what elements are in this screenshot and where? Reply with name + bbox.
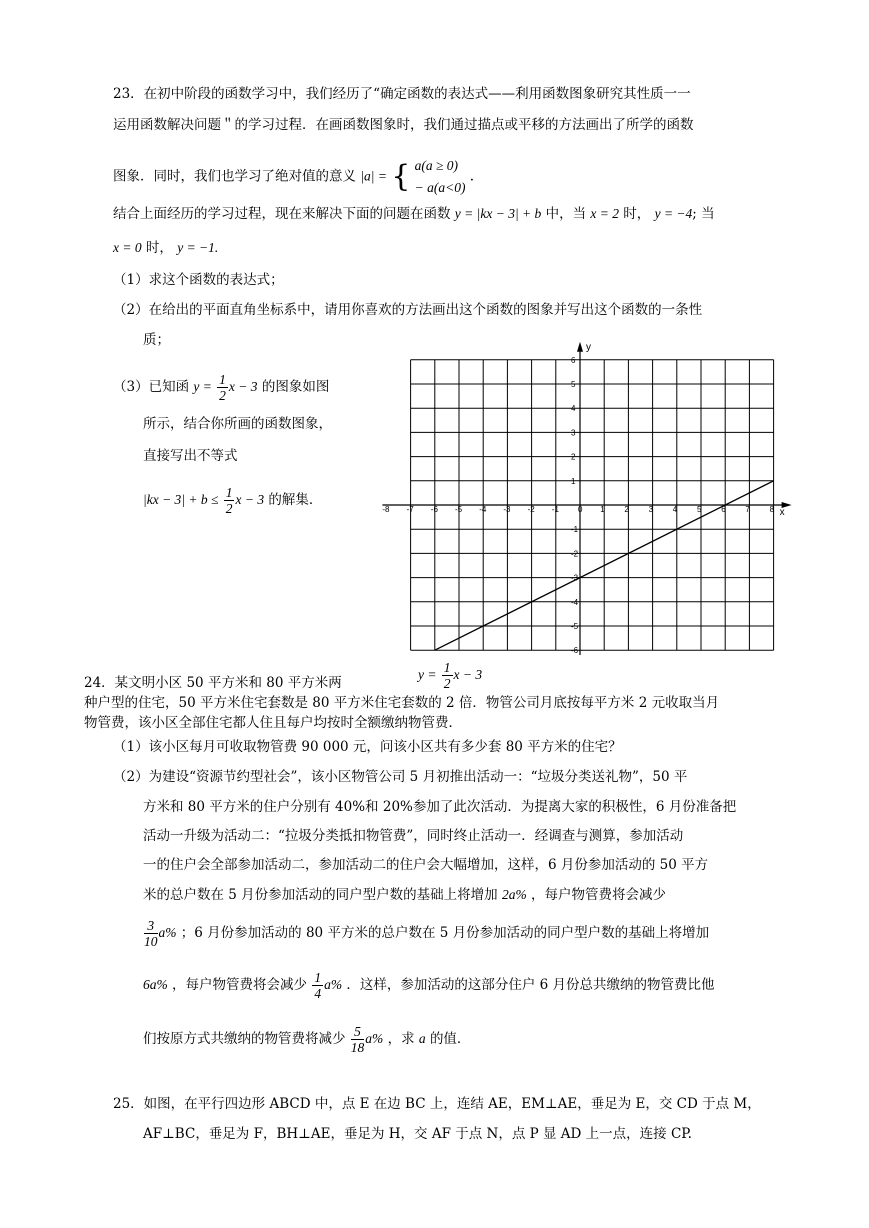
half-fraction-3: $\frac{1}{2}$ <box>443 660 451 691</box>
abs-brace: { <box>391 159 411 194</box>
q23-line2: 运用函数解决问题＂的学习过程．在画函数图象时，我们通过描点或平移的方法画出了所学的函数 <box>113 117 694 133</box>
y-tick-label: -1 <box>571 525 579 535</box>
q23-x-eq-2: x = 2 <box>590 206 619 221</box>
q23-function: y = |kx − 3| + b <box>454 206 542 221</box>
q23-y-eq-neg4: y = −4 <box>654 206 693 221</box>
five-eighteenths-fraction: $\frac{5}{18}$ <box>350 1024 365 1055</box>
x-tick-label: 3 <box>648 505 654 514</box>
q24-part2-l2: 方米和 80 平方米的住户分别有 40%和 20%参加了此次活动．为提离大家的积极性，6 月份准备把 <box>143 799 737 815</box>
q23-x-eq-0: x = 0 <box>113 240 142 255</box>
y-tick-label: -6 <box>571 646 579 655</box>
x-tick-label: -6 <box>430 505 438 514</box>
x-tick-label: -8 <box>382 505 390 514</box>
y-tick-label: -3 <box>571 573 579 583</box>
x-tick-label: 0 <box>578 505 583 514</box>
x-minus-3: x − 3 <box>228 379 258 394</box>
abs-case2: − a(a<0) <box>414 180 466 195</box>
x-tick-label: 4 <box>672 505 678 514</box>
y-tick-label: 4 <box>571 404 576 414</box>
q24-l7-post: ．这样，参加活动的这部分住户 6 月份总共缴纳的物管费比他 <box>346 977 715 993</box>
half-fraction-2: $\frac{1}{2}$ <box>225 485 233 516</box>
q24-part2-l5 <box>143 885 666 905</box>
y-tick-label: 2 <box>571 452 576 462</box>
q23-line4-end: ; 当 <box>692 206 715 222</box>
q24-part2-l7 <box>143 970 715 1001</box>
q24-line1: 24．某文明小区 50 平方米和 80 平方米两 <box>84 675 342 691</box>
x-tick-label: -7 <box>406 505 414 514</box>
q23-line5-mid: 时， <box>145 240 173 256</box>
q24-var-a: a <box>418 1031 426 1046</box>
q23-line3-text: 图象．同时，我们也学习了绝对值的意义 <box>113 168 356 185</box>
x-minus-3-3: x − 3 <box>453 667 483 682</box>
q24-2a-pct: 2a% <box>501 887 527 902</box>
q24-l8-post: ，求 <box>387 1031 415 1047</box>
x-tick-label: -1 <box>551 505 559 514</box>
a-pct-3: a% <box>365 1031 384 1046</box>
q24-l7-mid: ，每户物管费将会减少 <box>172 977 308 993</box>
y-tick-label: -4 <box>571 597 579 607</box>
y-tick-label: 3 <box>571 428 576 438</box>
q23-part3d <box>143 485 322 516</box>
y-tick-label: 1 <box>571 476 576 486</box>
q23-part2a: （2）在给出的平面直角坐标系中，请用你喜欢的方法画出这个函数的图象并写出这个函数的一条性 <box>113 302 703 318</box>
q24-6a-pct: 6a% <box>143 977 168 992</box>
q24-part2-l4: 一的住户会全部参加活动二，参加活动二的住户会大幅增加，这样，6 月份参加活动的 50 平方 <box>143 857 709 873</box>
x-tick-label: -2 <box>527 505 535 514</box>
q23-part3a <box>113 372 329 403</box>
q24-part1: （1）该小区每月可收取物管费 90 000 元，问该小区共有多少套 80 平方米的住宅？ <box>113 739 622 755</box>
x-tick-label: -4 <box>479 505 487 514</box>
q23-part3d-post: 的解集． <box>268 492 323 508</box>
x-tick-label: 2 <box>624 505 629 514</box>
x-tick-label: 1 <box>600 505 605 514</box>
abs-a-expr: |a| = <box>360 168 387 184</box>
q23-part3a-text: （3）已知函 <box>113 379 190 395</box>
quarter-fraction: $\frac{1}{4}$ <box>314 970 322 1001</box>
q24-l6-post: ；6 月份参加活动的 80 平方米的总户数在 5 月份参加活动的同户型户数的基础上将增加 <box>180 925 710 941</box>
x-tick-label: 6 <box>721 505 726 514</box>
x-tick-label: 7 <box>745 505 750 514</box>
q25-line2: AF⊥BC，垂足为 F，BH⊥AE，垂足为 H，交 AF 于点 N，点 P 显 AD 上一点，连接 CP. <box>143 1126 692 1142</box>
x-tick-label: 8 <box>769 505 775 514</box>
a-pct-1: a% <box>158 925 177 940</box>
abs-case1: a(a ≥ 0) <box>414 158 459 173</box>
q23-part2b: 质； <box>143 332 170 348</box>
x-axis-label: x <box>779 507 785 518</box>
graph-caption-y: y = <box>418 667 437 682</box>
q24-l5-pre: 米的总户数在 5 月份参加活动的同户型户数的基础上将增加 <box>143 887 498 903</box>
q23-part3c: 直接写出不等式 <box>143 448 238 464</box>
half-fraction: $\frac{1}{2}$ <box>219 372 226 403</box>
y-axis-arrow <box>577 342 583 352</box>
q24-line2: 种户型的住宅，50 平方米住宅套数是 80 平方米住宅套数的 2 倍．物管公司月底按每平方米 2 元收取当月 <box>84 695 720 711</box>
y-tick-label: 5 <box>571 380 576 389</box>
q24-part2-l1: （2）为建设“资源节约型社会”，该小区物管公司 5 月初推出活动一：“垃圾分类送礼物”，50 平 <box>113 769 688 785</box>
q24-part2-l6 <box>143 918 709 949</box>
q23-y-eq-neg1: y = −1. <box>177 240 219 255</box>
q23-line4-mid2: 时， <box>623 206 651 222</box>
q23-part1: （1）求这个函数的表达式； <box>113 272 284 288</box>
a-pct-2: a% <box>324 977 343 992</box>
q23-line1: 23．在初中阶段的函数学习中，我们经历了“确定函数的表达式——利用函数图象研究其性质一一 <box>113 86 691 102</box>
q24-l8-end: 的值． <box>429 1031 471 1047</box>
x-tick-label: -5 <box>455 505 463 514</box>
y-tick-label: -5 <box>571 622 579 631</box>
y-tick-label: 6 <box>571 355 576 365</box>
q23-line4 <box>113 204 715 224</box>
q23-part3a-post: 的图象如图 <box>261 379 330 395</box>
q23-line3: 图象．同时，我们也学习了绝对值的意义 |a| = { a(a ≥ 0) − a(a<0) . <box>113 155 474 199</box>
coordinate-graph <box>380 335 800 655</box>
q24-part2-l8 <box>143 1024 470 1055</box>
q23-part3b: 所示，结合你所画的函数图象， <box>143 416 332 432</box>
q23-line5 <box>113 238 218 258</box>
q24-line3: 物管费，该小区全部住宅都人住且每户均按时全额缴纳物管费． <box>84 715 462 731</box>
q25-line1: 25．如图，在平行四边形 ABCD 中，点 E 在边 BC 上，连结 AE，EM⊥AE，垂足为 E，交 CD 于点 M， <box>113 1096 761 1112</box>
q23-line4-mid: 中，当 <box>545 206 587 222</box>
x-minus-3-2: x − 3 <box>235 492 265 507</box>
q24-l8-pre: 们按原方式共缴纳的物管费将减少 <box>143 1031 346 1047</box>
y-tick-label: -2 <box>571 549 579 559</box>
q23-line4-text: 结合上面经历的学习过程，现在来解决下面的问题在函数 <box>113 206 451 222</box>
q23-part3a-expr: y = <box>193 379 212 394</box>
q24-part2-l3: 活动一升级为活动二：“拉圾分类抵扣物管费”，同时终止活动一．经调查与测算，参加活动 <box>143 828 684 844</box>
inequality-expr: |kx − 3| + b ≤ <box>143 492 219 507</box>
three-tenths-fraction: $\frac{3}{10}$ <box>144 918 158 949</box>
x-tick-label: -3 <box>503 505 511 514</box>
q24-l5-post: ，每户物管费将会减少 <box>531 887 667 903</box>
x-tick-label: 5 <box>697 505 702 514</box>
y-axis-label: y <box>586 341 591 353</box>
graph-caption <box>418 660 482 691</box>
